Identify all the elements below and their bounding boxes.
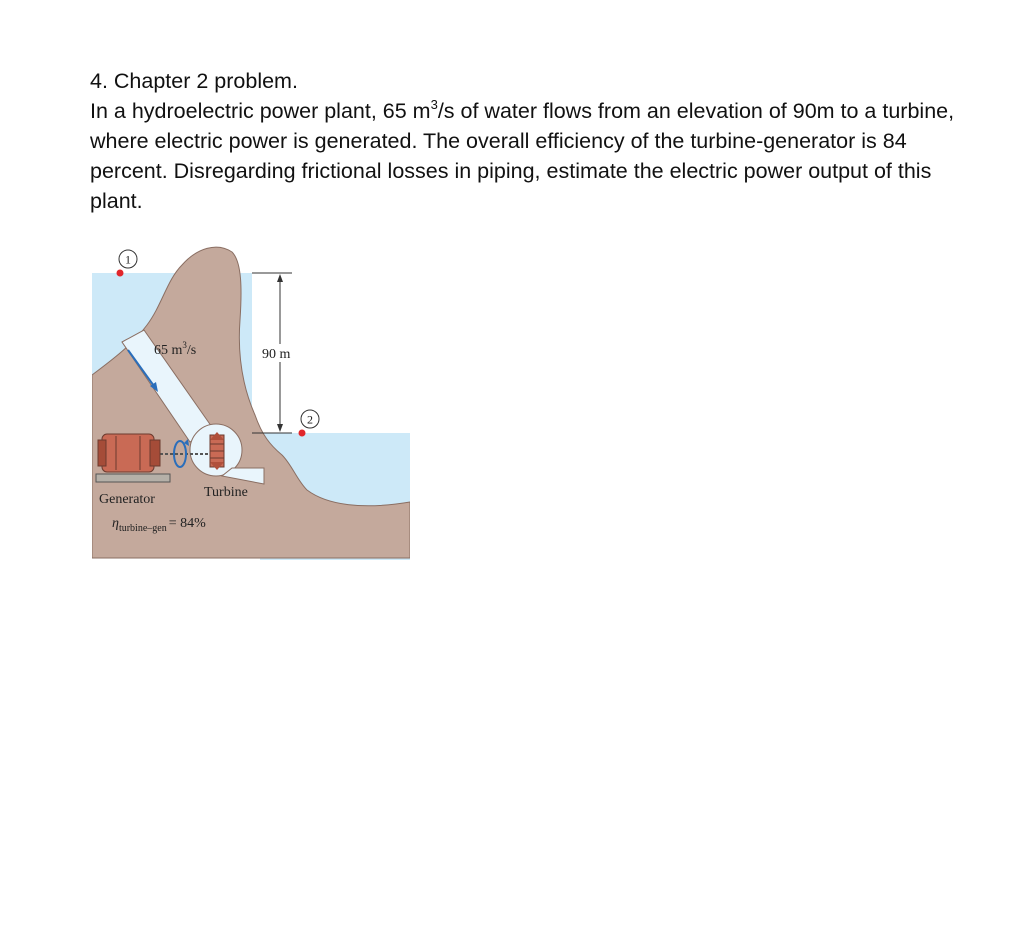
problem-heading: 4. Chapter 2 problem.	[90, 69, 298, 93]
efficiency-label: $\eta_{turbine-gen} = 84\%$	[112, 516, 206, 534]
problem-body-superscript: 3	[430, 97, 438, 112]
point-1-label: 1	[125, 252, 131, 267]
point-2-label: 2	[307, 412, 313, 427]
height-label: 90 m	[262, 347, 291, 362]
problem-body-text-2: /s of water flows from an elevation of 90m to a turbine, where electric power is generated. The overall efficiency of the turbine-generator is 84 percent. Disregarding frictional losses in piping, estimate the electric power output of this plant.	[90, 99, 955, 213]
hydroelectric-plant-figure	[92, 240, 410, 560]
generator-icon	[96, 434, 170, 482]
flow-rate-label: 65 $m^3/s$	[154, 340, 197, 358]
figure-svg	[92, 240, 410, 560]
problem-body	[90, 96, 970, 216]
point-2-marker	[299, 430, 306, 437]
problem-body-text-1: In a hydroelectric power plant, 65 m	[90, 99, 431, 123]
point-1-marker	[117, 270, 124, 277]
generator-label: Generator	[99, 492, 155, 507]
turbine-runner-icon	[210, 432, 224, 470]
turbine-label: Turbine	[204, 485, 248, 500]
problem-statement	[90, 66, 970, 216]
